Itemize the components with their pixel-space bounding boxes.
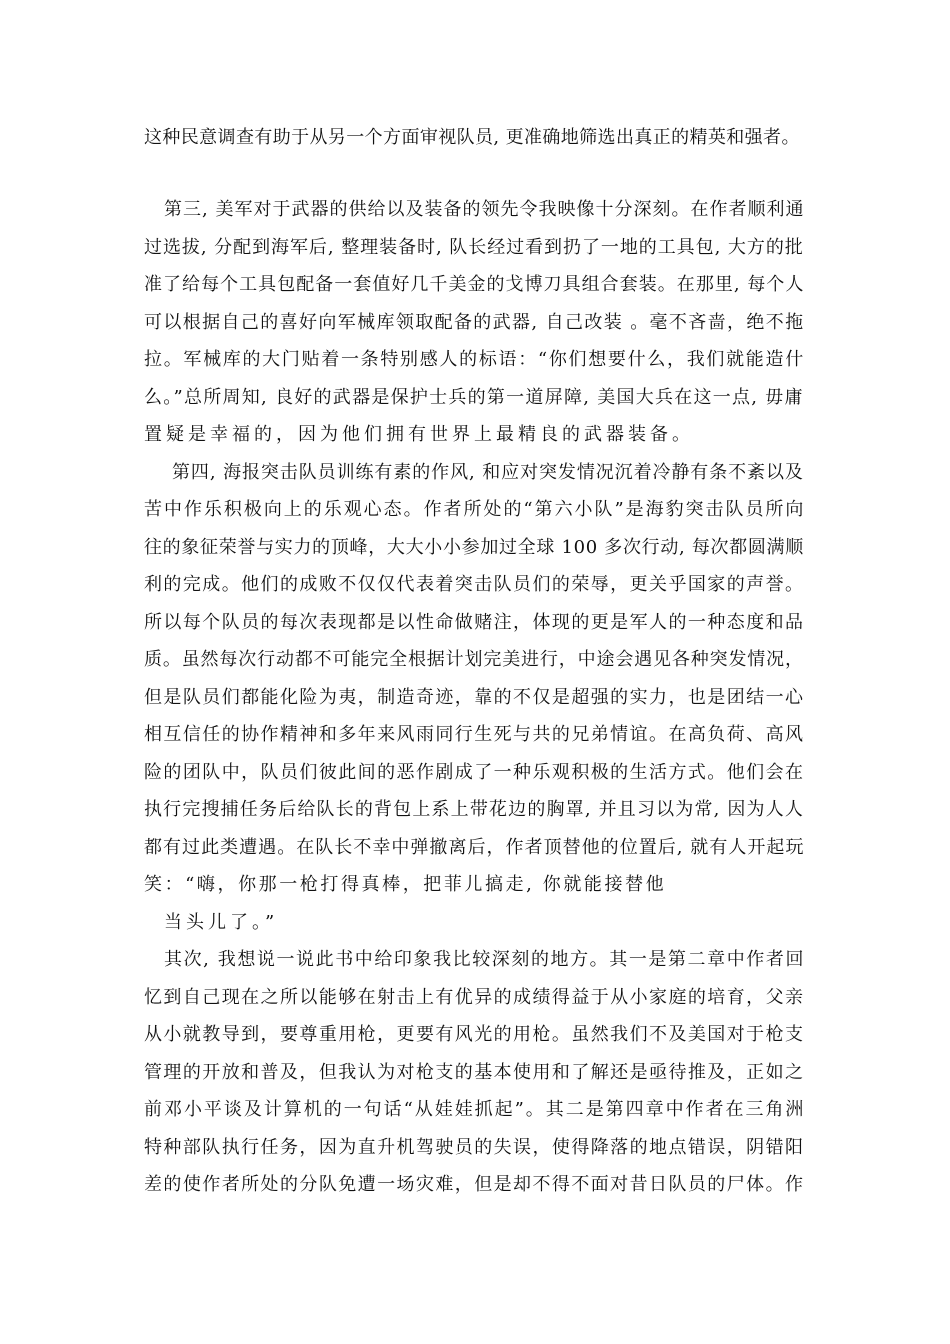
text-line: 可以根据自己的喜好向军械库领取配备的武器, 自己改装 。毫不吝啬，绝不拖	[144, 312, 805, 333]
text-line: 都有过此类遭遇。在队长不幸中弹撤离后，作者顶替他的位置后, 就有人开起玩	[144, 837, 805, 858]
text-line: 执行完搜捕任务后给队长的背包上系上带花边的胸罩, 并且习以为常, 因为人人	[144, 799, 805, 820]
text-line: 所以每个队员的每次表现都是以性命做赌注，体现的更是军人的一种态度和品	[144, 612, 805, 633]
text-line: 准了给每个工具包配备一套值好几千美金的戈博刀具组合套装。在那里, 每个人	[144, 274, 805, 295]
text-line: 苦中作乐积极向上的乐观心态。作者所处的“第六小队”是海豹突击队员所向	[144, 499, 806, 520]
text-line: 差的使作者所处的分队免遭一场灾难，但是却不得不面对昔日队员的尸体。作	[144, 1174, 805, 1195]
text-line: 但是队员们都能化险为夷，制造奇迹，靠的不仅是超强的实力，也是团结一心	[144, 687, 805, 708]
text-line: 质。虽然每次行动都不可能完全根据计划完美进行，中途会遇见各种突发情况，	[144, 649, 804, 670]
text-line: 第四, 海报突击队员训练有素的作风, 和应对突发情况沉着冷静有条不紊以及	[172, 462, 804, 483]
text-line: 特种部队执行任务，因为直升机驾驶员的失误，使得降落的地点错误，阴错阳	[144, 1137, 805, 1158]
text-line: 置疑是幸福的，因为他们拥有世界上最精良的武器装备。	[144, 424, 694, 445]
text-line: 前邓小平谈及计算机的一句话“从娃娃抓起”。其二是第四章中作者在三角洲	[144, 1099, 806, 1120]
text-line: 往的象征荣誉与实力的顶峰，大大小小参加过全球 100 多次行动, 每次都圆满顺	[144, 537, 804, 558]
text-line: 管理的开放和普及，但我认为对枪支的基本使用和了解还是亟待推及，正如之	[144, 1062, 805, 1083]
text-line: 笑：“嗨，你那一枪打得真棒，把菲儿搞走, 你就能接替他	[144, 874, 667, 895]
text-line: 其次, 我想说一说此书中给印象我比较深刻的地方。其一是第二章中作者回	[164, 949, 806, 970]
text-line: 当头儿了。”	[164, 912, 279, 933]
text-line: 第三, 美军对于武器的供给以及装备的领先令我映像十分深刻。在作者顺利通	[164, 199, 805, 220]
text-line: 么。”总所周知, 良好的武器是保护士兵的第一道屏障, 美国大兵在这一点, 毋庸	[144, 387, 804, 408]
text-line: 相互信任的协作精神和多年来风雨同行生死与共的兄弟情谊。在高负荷、高风	[144, 724, 805, 745]
text-line: 利的完成。他们的成败不仅仅代表着突击队员们的荣辱，更关乎国家的声誉。	[144, 574, 805, 595]
text-line: 从小就教导到，要尊重用枪，更要有风光的用枪。虽然我们不及美国对于枪支	[144, 1024, 805, 1045]
text-line: 险的团队中，队员们彼此间的恶作剧成了一种乐观积极的生活方式。他们会在	[144, 762, 805, 783]
text-line: 忆到自己现在之所以能够在射击上有优异的成绩得益于从小家庭的培育，父亲	[144, 987, 805, 1008]
text-line: 过选拔, 分配到海军后, 整理装备时, 队长经过看到扔了一地的工具包, 大方的批	[144, 237, 804, 258]
text-line: 拉。军械库的大门贴着一条特别感人的标语：“你们想要什么，我们就能造什	[144, 349, 805, 370]
text-line: 这种民意调查有助于从另一个方面审视队员, 更准确地筛选出真正的精英和强者。	[144, 127, 800, 148]
